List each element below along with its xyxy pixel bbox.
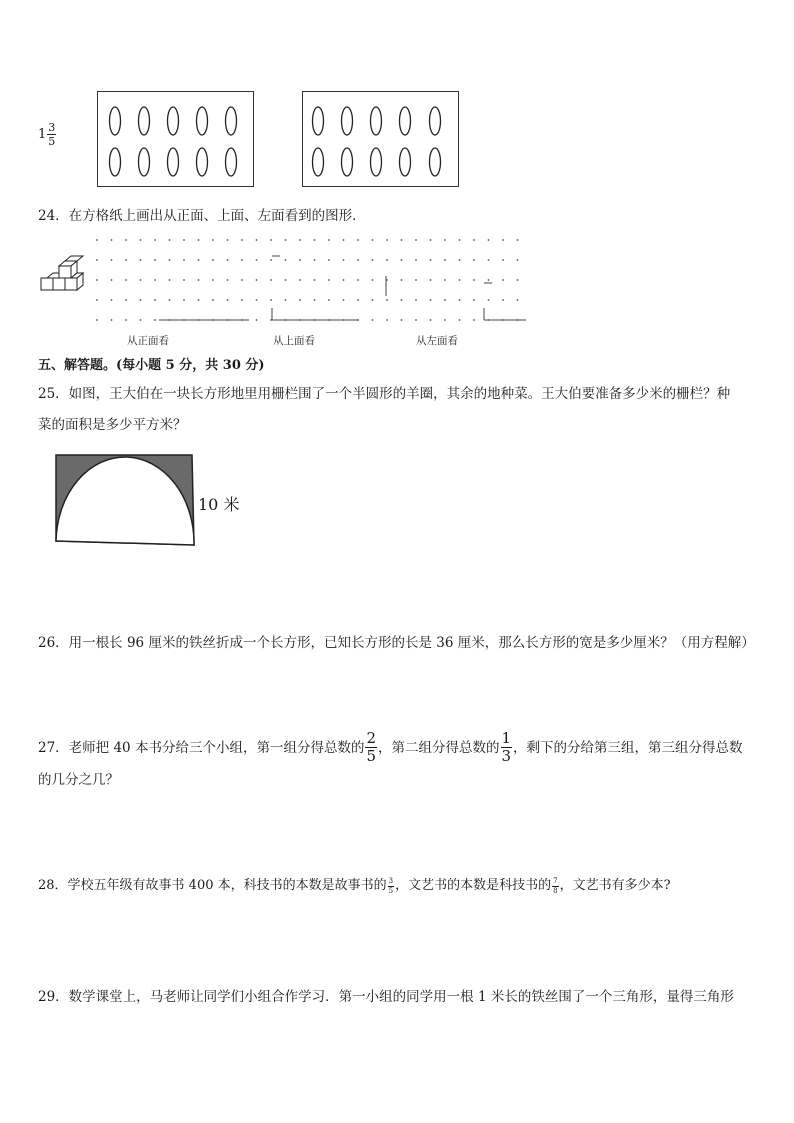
grid-dot <box>125 319 127 321</box>
grid-dot <box>299 259 301 261</box>
semicircle-figure <box>54 453 196 549</box>
grid-dot <box>227 239 229 241</box>
grid-dot <box>227 299 229 301</box>
grid-dot <box>183 299 185 301</box>
grid-dot <box>473 279 475 281</box>
oval-grid-left <box>98 92 255 188</box>
grid-dot <box>386 299 388 301</box>
width-label: 10 米 <box>198 495 240 514</box>
grid-dot <box>140 299 142 301</box>
grid-dot <box>169 259 171 261</box>
grid-dot <box>96 259 98 261</box>
grid-dot <box>270 299 272 301</box>
grid-dot <box>372 319 374 321</box>
grid-dot <box>517 239 519 241</box>
grid-dot <box>241 279 243 281</box>
grid-dot <box>212 299 214 301</box>
denominator: 5 <box>366 747 376 765</box>
grid-dot <box>111 299 113 301</box>
grid-dot <box>502 299 504 301</box>
question-25-line2: 菜的面积是多少平方米？ <box>38 417 187 433</box>
denominator: 5 <box>388 886 394 895</box>
oval <box>197 107 208 135</box>
view-label-front: 从正面看 <box>127 335 169 347</box>
numerator: 3 <box>388 876 394 885</box>
grid-dot <box>459 279 461 281</box>
mixed-fraction <box>47 122 56 147</box>
grid-dot <box>444 299 446 301</box>
grid-dot <box>111 319 113 321</box>
grid-dot <box>212 279 214 281</box>
grid-dot <box>415 259 417 261</box>
oval <box>226 148 237 176</box>
grid-dot <box>96 239 98 241</box>
grid-dot <box>140 319 142 321</box>
grid-dot <box>488 239 490 241</box>
grid-dot <box>125 279 127 281</box>
grid-dot <box>241 259 243 261</box>
view-label-left: 从左面看 <box>416 335 458 347</box>
grid-dot <box>299 279 301 281</box>
grid-dot <box>386 259 388 261</box>
oval <box>168 107 179 135</box>
question-24: 24．在方格纸上画出从正面、上面、左面看到的图形． <box>38 208 366 224</box>
grid-dot <box>444 279 446 281</box>
grid-dot <box>473 259 475 261</box>
grid-dot <box>96 279 98 281</box>
view-label-top: 从上面看 <box>273 335 315 347</box>
grid-dot <box>328 259 330 261</box>
grid-dot <box>357 299 359 301</box>
grid-dot <box>227 259 229 261</box>
q28-text-2: ，文艺书的本数是科技书的 <box>395 878 552 893</box>
grid-dot <box>343 279 345 281</box>
grid-dot <box>357 279 359 281</box>
denominator: 8 <box>553 886 558 895</box>
grid-dot <box>169 239 171 241</box>
grid-dot <box>125 239 127 241</box>
oval <box>430 107 441 135</box>
grid-dot <box>154 239 156 241</box>
grid-dot <box>372 239 374 241</box>
oval <box>226 107 237 135</box>
grid-dot <box>386 239 388 241</box>
oval <box>139 107 150 135</box>
dot-grid <box>94 238 530 328</box>
mixed-denominator: 5 <box>48 135 56 148</box>
grid-dot <box>241 299 243 301</box>
grid-dot <box>343 259 345 261</box>
q27-text-1: 27．老师把 40 本书分给三个小组，第一组分得总数的 <box>38 739 365 756</box>
grid-dot <box>314 239 316 241</box>
grid-dot <box>256 319 258 321</box>
grid-dot <box>256 279 258 281</box>
grid-dot <box>270 239 272 241</box>
grid-dot <box>444 259 446 261</box>
grid-dot <box>111 239 113 241</box>
grid-dot <box>459 319 461 321</box>
oval <box>168 148 179 176</box>
grid-dot <box>430 299 432 301</box>
q28-text-1: 28．学校五年级有故事书 400 本，科技书的本数是故事书的 <box>38 878 387 893</box>
grid-dot <box>415 279 417 281</box>
grid-dot <box>96 319 98 321</box>
oval <box>197 148 208 176</box>
grid-dot <box>401 299 403 301</box>
grid-dot <box>125 299 127 301</box>
question-28 <box>38 877 671 895</box>
grid-dot <box>270 279 272 281</box>
grid-dot <box>169 299 171 301</box>
question-26: 26．用一根长 96 厘米的铁丝折成一个长方形，已知长方形的长是 36 厘米，那么长方形的宽是多少厘米？（用方程解） <box>38 635 755 651</box>
grid-dot <box>473 319 475 321</box>
fraction-1-3 <box>501 731 513 764</box>
grid-dot <box>372 299 374 301</box>
grid-dot <box>502 279 504 281</box>
section-title: 五、解答题。(每小题 5 分，共 30 分) <box>38 358 265 373</box>
grid-dot <box>299 239 301 241</box>
grid-dot <box>154 279 156 281</box>
grid-dot <box>328 279 330 281</box>
grid-dot <box>111 279 113 281</box>
oval <box>400 107 411 135</box>
grid-dot <box>488 299 490 301</box>
grid-dot <box>285 239 287 241</box>
grid-dot <box>488 279 490 281</box>
grid-dot <box>357 239 359 241</box>
denominator: 3 <box>501 747 512 765</box>
grid-dot <box>401 259 403 261</box>
grid-dot <box>459 299 461 301</box>
grid-dot <box>212 259 214 261</box>
oval <box>371 107 382 135</box>
grid-dot <box>154 299 156 301</box>
grid-dot <box>183 279 185 281</box>
grid-dot <box>285 279 287 281</box>
grid-dot <box>430 259 432 261</box>
grid-dot <box>415 299 417 301</box>
grid-dot <box>401 279 403 281</box>
oval <box>430 148 441 176</box>
grid-dot <box>198 279 200 281</box>
grid-dot <box>357 259 359 261</box>
grid-dot <box>140 239 142 241</box>
grid-dot <box>140 259 142 261</box>
grid-dot <box>314 259 316 261</box>
grid-dot <box>430 279 432 281</box>
grid-dot <box>430 239 432 241</box>
grid-dot <box>198 259 200 261</box>
grid-dot <box>96 299 98 301</box>
oval <box>400 148 411 176</box>
grid-dot <box>169 279 171 281</box>
grid-dot <box>444 319 446 321</box>
mixed-number <box>38 122 57 147</box>
grid-dot <box>459 239 461 241</box>
grid-dot <box>227 279 229 281</box>
question-29: 29．数学课堂上，马老师让同学们小组合作学习．第一小组的同学用一根 1 米长的铁丝围了一个三角形，量得三角形 <box>38 989 734 1005</box>
grid-dot <box>372 259 374 261</box>
grid-dot <box>415 239 417 241</box>
grid-dot <box>430 319 432 321</box>
question-25-line1: 25．如图，王大伯在一块长方形地里用栅栏围了一个半圆形的羊圈，其余的地种菜。王大伯要准备多少米的栅栏？种 <box>38 386 731 402</box>
grid-dot <box>285 259 287 261</box>
oval-box-left <box>97 91 254 187</box>
grid-dot <box>154 259 156 261</box>
mixed-whole: 1 <box>38 127 47 142</box>
grid-dot <box>372 279 374 281</box>
grid-dot <box>517 259 519 261</box>
grid-dot <box>343 299 345 301</box>
oval <box>313 107 324 135</box>
grid-dot <box>285 299 287 301</box>
oval-grid-right <box>303 92 460 188</box>
grid-dot <box>212 239 214 241</box>
fraction-7-8 <box>552 878 558 895</box>
oval <box>342 148 353 176</box>
oval <box>110 107 121 135</box>
grid-dot <box>502 259 504 261</box>
grid-dot <box>111 259 113 261</box>
q28-text-3: ，文艺书有多少本? <box>559 878 671 893</box>
grid-dot <box>140 279 142 281</box>
oval <box>110 148 121 176</box>
grid-dot <box>270 259 272 261</box>
oval <box>342 107 353 135</box>
grid-dot <box>328 299 330 301</box>
grid-dot <box>488 259 490 261</box>
oval <box>371 148 382 176</box>
grid-dot <box>183 239 185 241</box>
cube-figure <box>41 258 91 298</box>
grid-dot <box>256 299 258 301</box>
fraction-2-5 <box>365 731 377 764</box>
grid-dot <box>256 259 258 261</box>
grid-dot <box>473 299 475 301</box>
grid-dot <box>343 239 345 241</box>
numerator: 7 <box>553 876 558 885</box>
grid-dot <box>386 319 388 321</box>
grid-dot <box>314 279 316 281</box>
grid-dot <box>241 239 243 241</box>
grid-dot <box>125 259 127 261</box>
question-27-line1 <box>38 731 743 764</box>
numerator: 1 <box>501 729 512 747</box>
grid-dot <box>256 239 258 241</box>
grid-dot <box>473 239 475 241</box>
q27-text-3: ，剩下的分给第三组，第三组分得总数 <box>513 739 743 756</box>
grid-dot <box>401 239 403 241</box>
grid-dot <box>459 259 461 261</box>
grid-dot <box>183 259 185 261</box>
fraction-3-5 <box>388 878 394 895</box>
grid-dot <box>415 319 417 321</box>
grid-dot <box>328 239 330 241</box>
question-27-line2: 的几分之几？ <box>38 772 119 788</box>
numerator: 2 <box>366 729 376 747</box>
oval-box-right <box>302 91 459 187</box>
oval <box>139 148 150 176</box>
grid-dot <box>198 299 200 301</box>
grid-dot <box>517 299 519 301</box>
grid-dot <box>299 299 301 301</box>
grid-dot <box>401 319 403 321</box>
oval <box>313 148 324 176</box>
grid-dot <box>154 319 156 321</box>
grid-dot <box>314 299 316 301</box>
mixed-numerator: 3 <box>48 121 56 134</box>
grid-dot <box>502 239 504 241</box>
grid-dot <box>444 239 446 241</box>
q27-text-2: ，第二组分得总数的 <box>378 739 500 756</box>
grid-dot <box>517 279 519 281</box>
grid-dot <box>198 239 200 241</box>
